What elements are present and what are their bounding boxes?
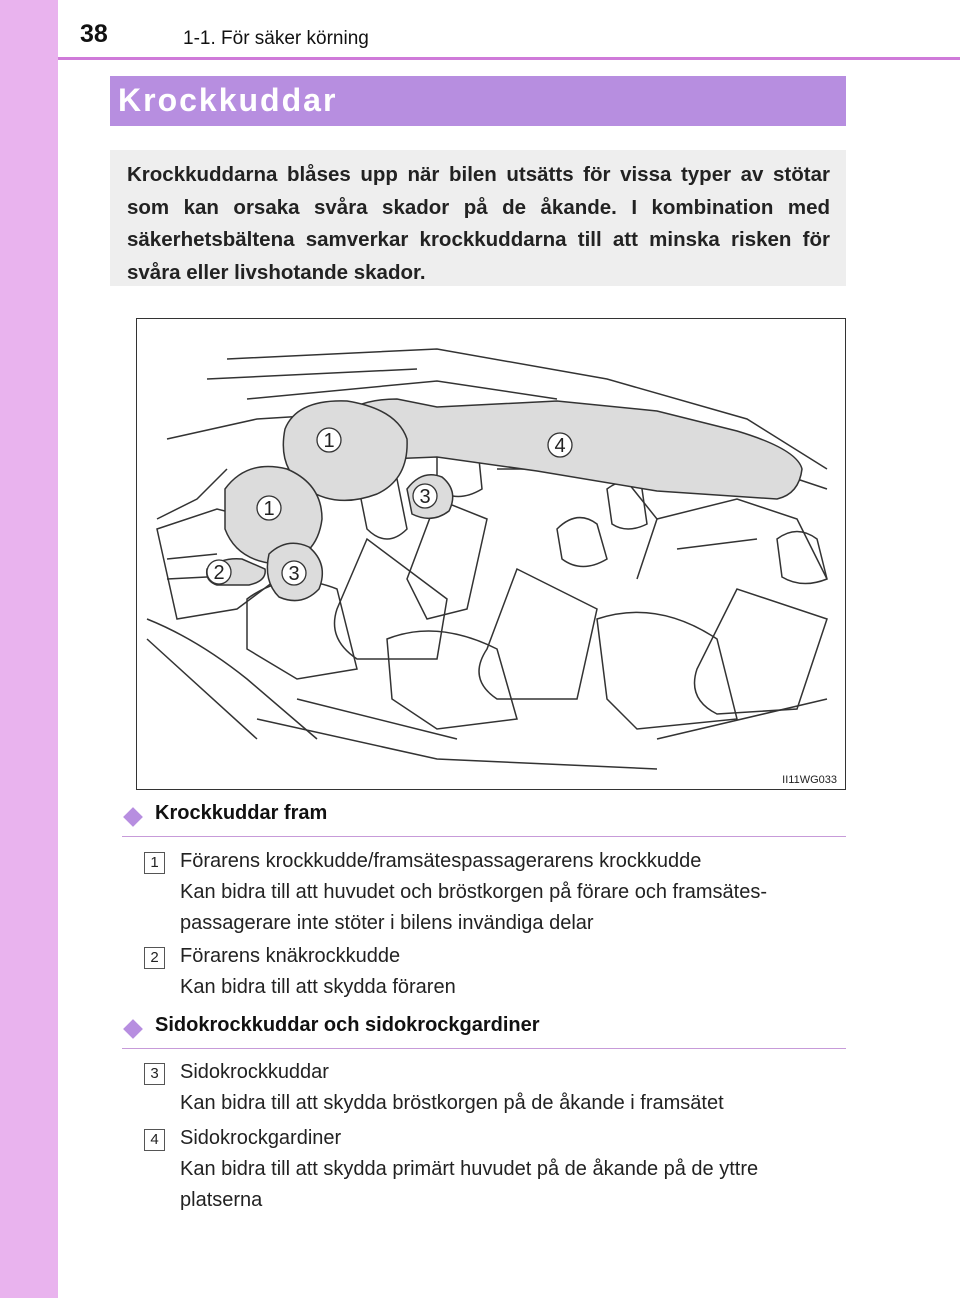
callout-3-left-label: 3 xyxy=(288,563,300,585)
diamond-bullet-icon xyxy=(123,807,143,827)
item-description-line: platserna xyxy=(180,1189,263,1211)
page-number: 38 xyxy=(80,20,108,48)
left-margin-strip xyxy=(0,0,58,1298)
item-description-line: Kan bidra till att skydda primärt huvudet på de åkande på de yttre xyxy=(180,1158,759,1180)
title-bar xyxy=(110,76,846,126)
callout-1-lower-label: 1 xyxy=(263,498,275,520)
page-title: Krockkuddar xyxy=(118,82,338,118)
item-description-line: Kan bidra till att huvudet och bröstkorgen på förare och framsätes- xyxy=(180,881,767,903)
item-title: Sidokrockkuddar xyxy=(180,1061,329,1083)
section-heading-front-airbags xyxy=(122,802,846,837)
callout-1-upper-label: 1 xyxy=(323,430,335,452)
intro-text: Krockkuddarna blåses upp när bilen utsätts för vissa typer av stötar som kan orsaka svåra skador på de åkande. I kombination med säkerhetsbältena samverkar krockkuddarna till att minska risken för svåra eller livshotande skador. xyxy=(127,163,830,284)
callout-4-label: 4 xyxy=(554,435,566,457)
section-title: Krockkuddar fram xyxy=(155,802,328,824)
list-item xyxy=(180,846,844,939)
intro-box xyxy=(110,150,846,286)
item-title: Sidokrockgardiner xyxy=(180,1127,342,1149)
callout-3-right-label: 3 xyxy=(419,486,431,508)
item-number-badge: 2 xyxy=(144,947,165,969)
section-heading-side-airbags xyxy=(122,1014,846,1049)
item-title: Förarens knäkrockkudde xyxy=(180,945,401,967)
header-rule xyxy=(58,57,960,60)
item-number-badge: 4 xyxy=(144,1129,165,1151)
section-title: Sidokrockkuddar och sidokrockgardiner xyxy=(155,1014,540,1036)
airbag-illustration xyxy=(136,318,846,790)
chapter-heading: 1-1. För säker körning xyxy=(183,28,369,49)
item-description-line: passagerare inte stöter i bilens invändiga delar xyxy=(180,912,594,934)
diamond-bullet-icon xyxy=(123,1019,143,1039)
figure-code: II11WG033 xyxy=(782,774,837,786)
list-item xyxy=(180,1123,844,1216)
car-interior-drawing xyxy=(137,319,845,789)
list-item xyxy=(180,1057,844,1119)
item-number-badge: 3 xyxy=(144,1063,165,1085)
callout-2-label: 2 xyxy=(213,562,225,584)
item-number-badge: 1 xyxy=(144,852,165,874)
list-item xyxy=(180,941,844,1003)
item-description-line: Kan bidra till att skydda föraren xyxy=(180,976,456,998)
item-description-line: Kan bidra till att skydda bröstkorgen på de åkande i framsätet xyxy=(180,1092,724,1114)
item-title: Förarens krockkudde/framsätespassagerarens krockkudde xyxy=(180,850,702,872)
